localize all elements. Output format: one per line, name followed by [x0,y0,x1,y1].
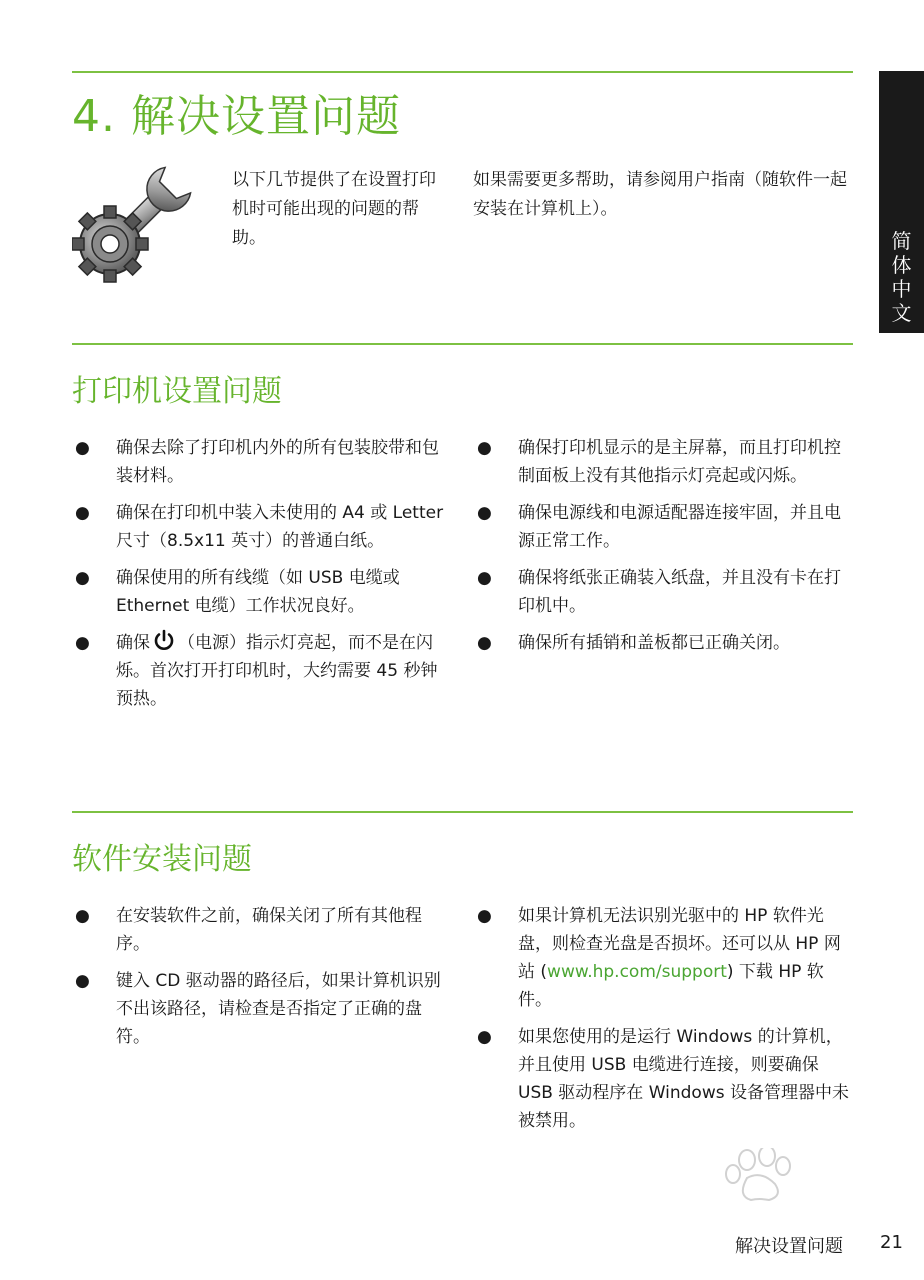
intro-text-left: 以下几节提供了在设置打印机时可能出现的问题的帮助。 [232,170,436,248]
list-item-text: 如果您使用的是运行 Windows 的计算机，并且使用 USB 电缆进行连接，则要确保 USB 驱动程序在 Windows 设备管理器中未被禁用。 [518,1027,849,1131]
baidu-paw-logo [655,1148,870,1240]
list-item [72,434,444,490]
software-heading: 软件安装问题 [72,842,252,877]
list-item-text: 确保电源线和电源适配器连接牢固，并且电源正常工作。 [518,503,841,551]
bullet: ● [75,568,90,588]
bullet: ● [477,503,492,523]
language-tab-label [879,229,924,325]
bullet: ● [477,906,492,926]
language-char: 体 [891,253,912,277]
bullet: ● [75,906,90,926]
list-item [72,564,444,620]
list-item-text: 确保所有插销和盖板都已正确关闭。 [518,633,790,653]
printer-setup-heading: 打印机设置问题 [72,374,282,409]
bullet: ● [477,633,492,653]
list-item-text-end: ) 下载 HP 软件。 [518,962,824,1010]
footer-section-name: 解决设置问题 [735,1236,843,1257]
bullet: ● [477,568,492,588]
language-char: 中 [891,277,912,301]
language-char: 文 [891,301,912,325]
bullet: ● [75,633,90,653]
list-item-text: 确保使用的所有线缆（如 USB 电缆或 Ethernet 电缆）工作状况良好。 [116,568,400,616]
list-item [72,499,444,555]
list-item [72,967,444,1051]
bullet: ● [75,971,90,991]
software-list-left [72,902,444,1060]
bullet: ● [75,503,90,523]
list-item [474,902,852,1014]
page-number: 21 [880,1232,903,1253]
printer-setup-list-right [474,434,846,666]
list-item [72,629,444,713]
baidu-watermark [655,1148,870,1240]
list-item [474,564,846,620]
top-rule [72,71,853,73]
bullet: ● [477,438,492,458]
wrench-gear-icon [72,158,196,290]
list-item-text: 在安装软件之前，确保关闭了所有其他程序。 [116,906,422,954]
list-item-text: 确保去除了打印机内外的所有包装胶带和包装材料。 [116,438,439,486]
list-item-text-end: （电源）指示灯亮起，而不是在闪烁。首次打开打印机时，大约需要 45 秒钟预热。 [116,633,438,709]
bullet: ● [75,438,90,458]
list-item [474,434,846,490]
list-item-text: 确保在打印机中装入未使用的 A4 或 Letter 尺寸（8.5x11 英寸）的普通白纸。 [116,503,444,551]
section-rule [72,343,853,345]
list-item [474,499,846,555]
list-item-text: 确保将纸张正确装入纸盘，并且没有卡在打印机中。 [518,568,841,616]
language-char: 简 [891,229,912,253]
list-item-text: 键入 CD 驱动器的路径后，如果计算机识别不出该路径，请检查是否指定了正确的盘符。 [116,971,441,1047]
list-item [474,629,846,657]
list-item [72,902,444,958]
hp-support-link[interactable]: www.hp.com/support [547,962,727,982]
list-item-text-start: 如果计算机无法识别光驱中的 HP 软件光盘，则检查光盘是否损坏。还可以从 HP 网站 ( [518,906,841,982]
printer-setup-list-left [72,434,444,722]
list-item [474,1023,852,1135]
page-title: 4. 解决设置问题 [72,91,401,142]
software-list-right [474,902,852,1144]
list-item-text: 确保打印机显示的是主屏幕，而且打印机控制面板上没有其他指示灯亮起或闪烁。 [518,438,841,486]
language-tab [879,71,924,333]
intro-text-right: 如果需要更多帮助，请参阅用户指南（随软件一起安装在计算机上）。 [473,170,847,219]
list-item-text-start: 确保 [116,633,150,653]
section-rule [72,811,853,813]
power-icon [153,629,175,651]
bullet: ● [477,1027,492,1047]
